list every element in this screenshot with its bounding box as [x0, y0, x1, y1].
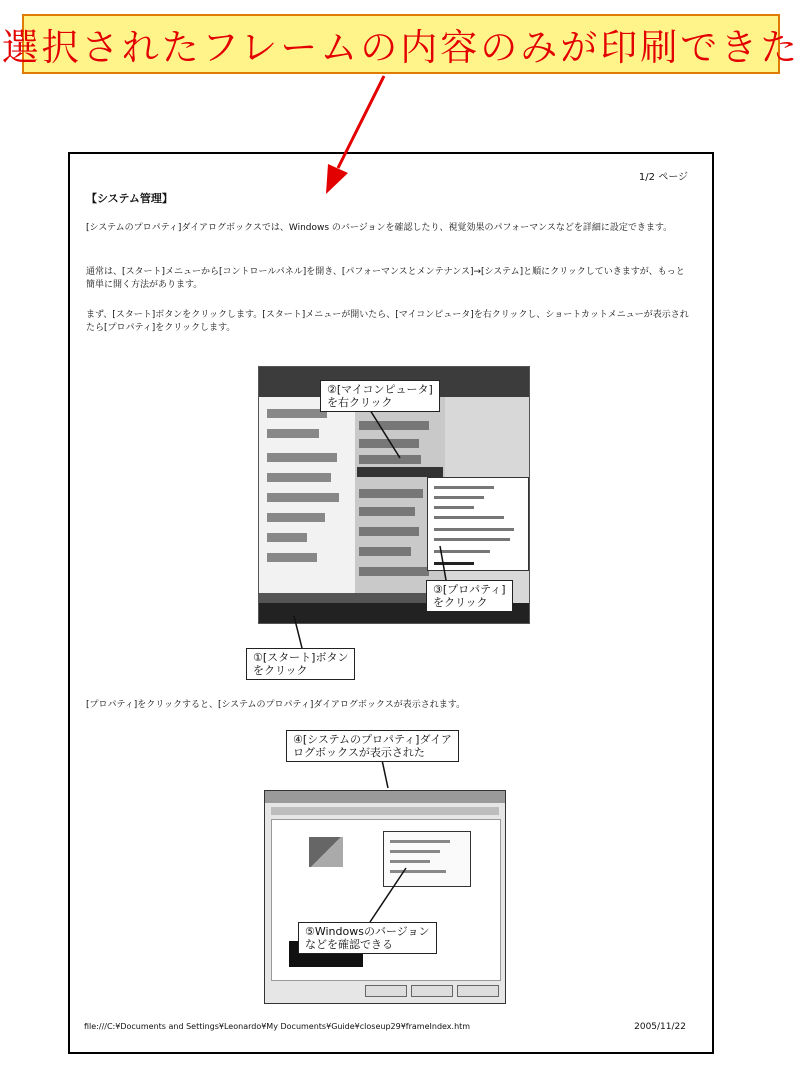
footer-file-path: file:///C:¥Documents and Settings¥Leonardo¥My Documents¥Guide¥closeup29¥frameIndex.htm: [84, 1022, 471, 1031]
callout-step-2-line-1: ②[マイコンピュータ]: [327, 383, 433, 396]
callout-step-4-line-1: ④[システムのプロパティ]ダイア: [293, 733, 452, 746]
paragraph-1: [システムのプロパティ]ダイアログボックスでは、Windows のバージョンを確認したり、視覚効果のパフォーマンスなどを詳細に設定できます。: [86, 223, 673, 233]
callout-step-5-line-2: などを確認できる: [305, 938, 393, 951]
callout-step-1-line-2: をクリック: [253, 664, 308, 677]
page-heading: 【システム管理】: [86, 192, 173, 205]
paragraph-3: まず、[スタート]ボタンをクリックします。[スタート]メニューが開いたら、[マイコンピュータ]を右クリックし、ショートカットメニューが表示されたら[プロパティ]をクリックします。: [86, 310, 689, 333]
callout-step-4: [286, 730, 459, 762]
callout-step-3-line-2: をクリック: [433, 596, 488, 609]
callout-step-5: [298, 922, 437, 954]
callout-leader-lines: [70, 154, 712, 1052]
callout-step-3-line-1: ③[プロパティ]: [433, 583, 506, 596]
callout-step-1: [246, 648, 355, 680]
caption-banner: [1, 14, 800, 74]
paragraph-4: [プロパティ]をクリックすると、[システムのプロパティ]ダイアログボックスが表示されます。: [86, 700, 466, 710]
callout-step-2: [320, 380, 440, 412]
page-number: 1/2 ページ: [638, 172, 688, 183]
callout-step-1-line-1: ①[スタート]ボタン: [253, 651, 349, 664]
callout-step-4-line-2: ログボックスが表示された: [293, 746, 425, 759]
callout-step-2-line-2: を右クリック: [327, 396, 393, 409]
callout-step-3: [426, 580, 513, 612]
caption-text: 選択されたフレームの内容のみが印刷できた: [1, 26, 800, 69]
callout-step-5-line-1: ⑤Windowsのバージョン: [305, 925, 430, 938]
paragraph-2: 通常は、[スタート]メニューから[コントロールパネル]を開き、[パフォーマンスとメンテナンス]→[システム]と順にクリックしていきますが、もっと簡単に開く方法があります。: [86, 267, 685, 290]
footer-date: 2005/11/22: [634, 1022, 686, 1032]
printed-page: [68, 152, 714, 1054]
